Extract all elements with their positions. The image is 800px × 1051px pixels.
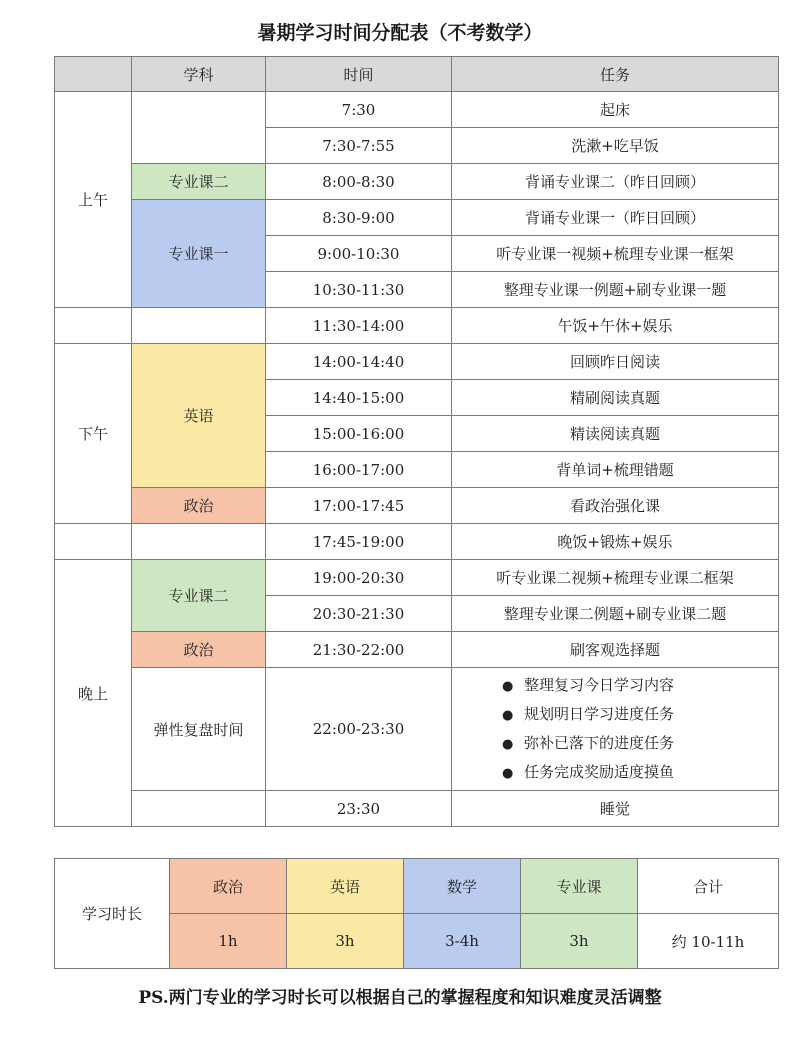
summary-major-value: 3h (521, 914, 638, 969)
study-duration-table (54, 858, 779, 969)
time-cell: 7:30-7:55 (266, 128, 452, 164)
bullet-icon: ● (502, 737, 514, 752)
time-cell: 17:00-17:45 (266, 488, 452, 524)
time-cell: 15:00-16:00 (266, 416, 452, 452)
list-item (502, 729, 778, 758)
summary-math-value: 3-4h (404, 914, 521, 969)
task-cell: 精刷阅读真题 (452, 380, 779, 416)
time-cell: 20:30-21:30 (266, 596, 452, 632)
bullet-icon: ● (502, 766, 514, 781)
task-cell: 背单词+梳理错题 (452, 452, 779, 488)
subject-empty (132, 524, 266, 560)
task-cell: 精读阅读真题 (452, 416, 779, 452)
header-subject: 学科 (132, 57, 266, 92)
task-cell: 整理专业课二例题+刷专业课二题 (452, 596, 779, 632)
subject-english: 英语 (132, 344, 266, 488)
header-time: 时间 (266, 57, 452, 92)
review-task-text: 弥补已落下的进度任务 (524, 734, 675, 752)
time-cell: 17:45-19:00 (266, 524, 452, 560)
table-row (55, 524, 779, 560)
summary-politics-value: 1h (170, 914, 287, 969)
subject-major1: 专业课一 (132, 200, 266, 308)
time-cell: 21:30-22:00 (266, 632, 452, 668)
subject-major2-morning: 专业课二 (132, 164, 266, 200)
period-empty (55, 308, 132, 344)
task-cell: 背诵专业课一（昨日回顾） (452, 200, 779, 236)
task-cell: 晚饭+锻炼+娱乐 (452, 524, 779, 560)
task-cell: 听专业课二视频+梳理专业课二框架 (452, 560, 779, 596)
subject-major2-evening: 专业课二 (132, 560, 266, 632)
task-cell: 刷客观选择题 (452, 632, 779, 668)
time-cell: 9:00-10:30 (266, 236, 452, 272)
summary-total-name: 合计 (638, 859, 779, 914)
bullet-icon: ● (502, 708, 514, 723)
table-row (55, 308, 779, 344)
period-empty (55, 524, 132, 560)
task-cell: 背诵专业课二（昨日回顾） (452, 164, 779, 200)
table-row (55, 344, 779, 380)
subject-review: 弹性复盘时间 (132, 668, 266, 791)
list-item (502, 700, 778, 729)
task-cell-review (452, 668, 779, 791)
task-cell: 整理专业课一例题+刷专业课一题 (452, 272, 779, 308)
time-cell: 16:00-17:00 (266, 452, 452, 488)
review-task-text: 任务完成奖励适度摸鱼 (524, 763, 675, 781)
time-cell: 7:30 (266, 92, 452, 128)
review-task-text: 规划明日学习进度任务 (524, 705, 675, 723)
subject-empty (132, 791, 266, 827)
summary-math-name: 数学 (404, 859, 521, 914)
time-cell: 8:30-9:00 (266, 200, 452, 236)
list-item (502, 671, 778, 700)
table-row (55, 668, 779, 791)
subject-politics-afternoon: 政治 (132, 488, 266, 524)
footnote: PS.两门专业的学习时长可以根据自己的掌握程度和知识难度灵活调整 (138, 988, 662, 1008)
summary-major-name: 专业课 (521, 859, 638, 914)
table-row (55, 200, 779, 236)
table-row (55, 632, 779, 668)
time-cell: 22:00-23:30 (266, 668, 452, 791)
time-cell: 10:30-11:30 (266, 272, 452, 308)
task-cell: 听专业课一视频+梳理专业课一框架 (452, 236, 779, 272)
period-evening: 晚上 (55, 560, 132, 827)
header-period (55, 57, 132, 92)
page-title: 暑期学习时间分配表（不考数学） (257, 22, 543, 44)
schedule-table (54, 56, 779, 827)
time-cell: 19:00-20:30 (266, 560, 452, 596)
time-cell: 8:00-8:30 (266, 164, 452, 200)
summary-total-value: 约 10-11h (638, 914, 779, 969)
time-cell: 23:30 (266, 791, 452, 827)
review-task-list (452, 671, 778, 787)
summary-label: 学习时长 (55, 859, 170, 969)
subject-empty (132, 92, 266, 164)
subject-politics-evening: 政治 (132, 632, 266, 668)
table-row (55, 164, 779, 200)
summary-english-value: 3h (287, 914, 404, 969)
table-row (55, 92, 779, 128)
table-row (55, 791, 779, 827)
time-cell: 11:30-14:00 (266, 308, 452, 344)
table-row (55, 488, 779, 524)
task-cell: 回顾昨日阅读 (452, 344, 779, 380)
summary-english-name: 英语 (287, 859, 404, 914)
task-cell: 看政治强化课 (452, 488, 779, 524)
summary-name-row (55, 859, 779, 914)
review-task-text: 整理复习今日学习内容 (524, 676, 675, 694)
task-cell: 睡觉 (452, 791, 779, 827)
task-cell: 午饭+午休+娱乐 (452, 308, 779, 344)
bullet-icon: ● (502, 679, 514, 694)
header-row (55, 57, 779, 92)
summary-politics-name: 政治 (170, 859, 287, 914)
period-afternoon: 下午 (55, 344, 132, 524)
header-task: 任务 (452, 57, 779, 92)
list-item (502, 758, 778, 787)
table-row (55, 560, 779, 596)
subject-empty (132, 308, 266, 344)
task-cell: 洗漱+吃早饭 (452, 128, 779, 164)
period-morning: 上午 (55, 92, 132, 308)
task-cell: 起床 (452, 92, 779, 128)
time-cell: 14:00-14:40 (266, 344, 452, 380)
time-cell: 14:40-15:00 (266, 380, 452, 416)
